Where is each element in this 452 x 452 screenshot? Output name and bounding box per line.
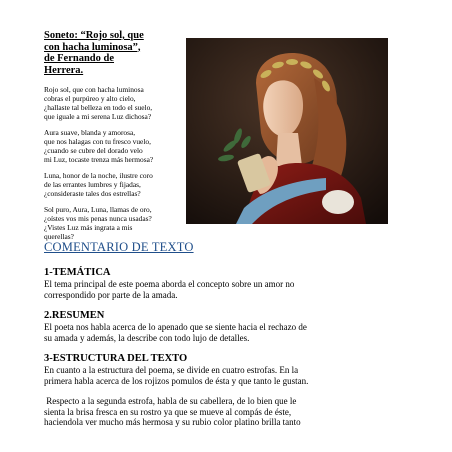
- verse: Sol puro, Aura, Luna, llamas de oro,: [44, 205, 152, 214]
- stanza-1: [44, 85, 186, 121]
- verse: ¿cuando se cubre del dorado velo: [44, 146, 143, 155]
- commentary-section: [44, 240, 414, 438]
- poem-title-line: con hacha luminosa”,: [44, 41, 141, 53]
- verse: ¿oístes vos mis penas nunca usadas?: [44, 214, 152, 223]
- body-line: correspondido por parte de la amada.: [44, 289, 178, 300]
- stanza-2: [44, 128, 186, 164]
- verse: Aura suave, blanda y amorosa,: [44, 128, 136, 137]
- section-heading: 1-TEMÁTICA: [44, 267, 111, 278]
- stanza-4: [44, 205, 186, 241]
- section-heading: 3-ESTRUCTURA DEL TEXTO: [44, 353, 188, 364]
- body-line: sienta la brisa fresca en su rostro ya que se mueve al compás de éste,: [44, 406, 292, 417]
- poem-title-line: Herrera.: [44, 64, 84, 76]
- verse: mi Luz, tocaste trenza más hermosa?: [44, 155, 154, 164]
- body-line: primera habla acerca de los rojizos pomulos de ésta y que tanto le gustan.: [44, 375, 309, 386]
- poem-title: [44, 30, 186, 76]
- poem-column: [44, 30, 186, 248]
- body-line: El tema principal de este poema aborda el concepto sobre un amor no: [44, 279, 295, 289]
- portrait-illustration: [186, 38, 388, 224]
- body-line: su amada y además, la describe con todo lujo de detalles.: [44, 332, 250, 343]
- body-line: haciendola ver mucho más hermosa y su rubio color platino brilla tanto: [44, 417, 301, 427]
- body-line: El poeta nos habla acerca de lo apenado que se siente hacia el rechazo de: [44, 322, 307, 332]
- verse: ¿Vistes Luz más ingrata a mis: [44, 223, 133, 232]
- verse: que nos halagas con tu fresco vuelo,: [44, 137, 151, 146]
- portrait-painting: [186, 38, 388, 224]
- poem-title-line: de Fernando de: [44, 53, 115, 64]
- verse: cobras el purpúreo y alto cielo,: [44, 94, 136, 103]
- verse: que iguale a mi serena Luz dichosa?: [44, 112, 152, 121]
- verse: querellas?: [44, 232, 74, 241]
- verse: Luna, honor de la noche, ilustre coro: [44, 171, 153, 180]
- verse: Rojo sol, que con hacha luminosa: [44, 85, 144, 94]
- verse: ¿hallaste tal belleza en todo el suelo,: [44, 103, 153, 112]
- verse: ¿consideraste tales dos estrellas?: [44, 189, 141, 198]
- section-body: [44, 279, 414, 300]
- commentary-title: COMENTARIO DE TEXTO: [44, 240, 194, 254]
- section-body: [44, 396, 414, 428]
- body-line: Respecto a la segunda estrofa, habla de su cabellera, de lo bien que le: [44, 396, 297, 406]
- verse: de las errantes lumbres y fijadas,: [44, 180, 141, 189]
- section-body: [44, 365, 414, 386]
- poem-title-line: Soneto: “Rojo sol, que: [44, 30, 144, 41]
- body-line: En cuanto a la estructura del poema, se divide en cuatro estrofas. En la: [44, 365, 299, 375]
- stanza-3: [44, 171, 186, 198]
- section-body: [44, 322, 414, 343]
- section-heading: 2.RESUMEN: [44, 310, 105, 321]
